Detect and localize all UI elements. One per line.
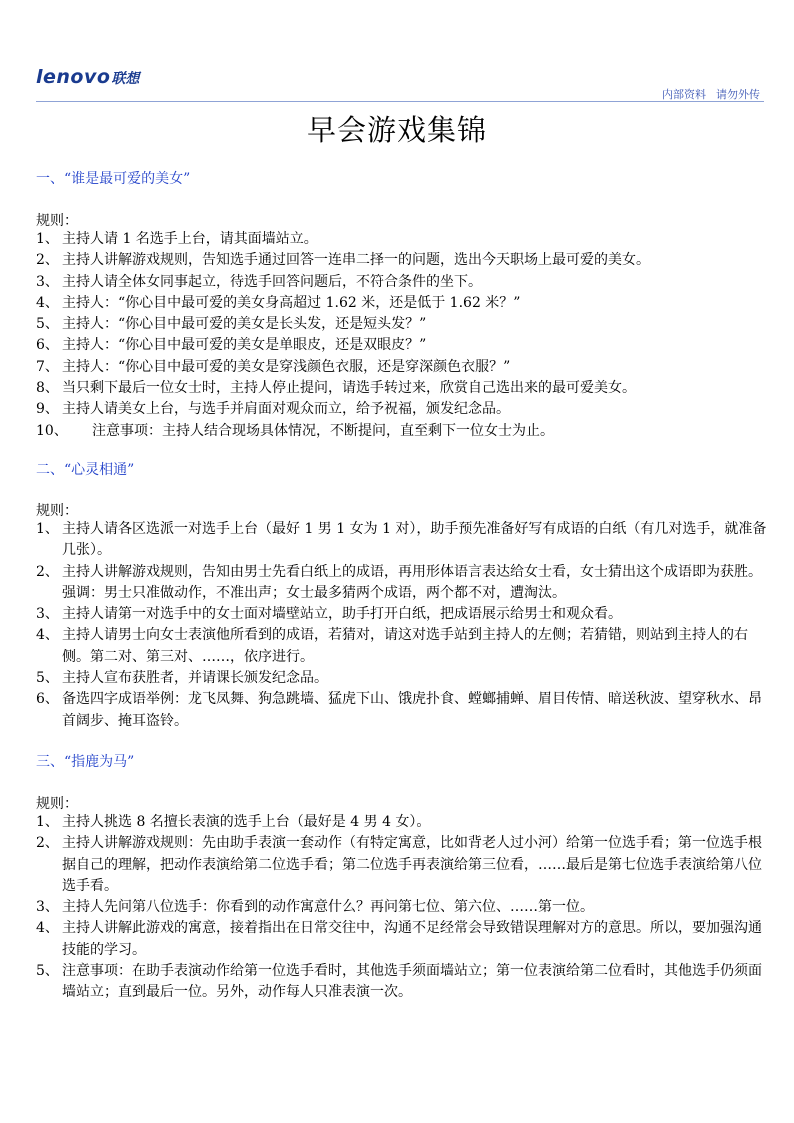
- item-number: 6、: [36, 691, 59, 708]
- section-2-rules-list: [36, 519, 772, 732]
- item-text: 主持人先问第八位选手：你看到的动作寓意什么？再问第七位、第六位、……第一位。: [62, 899, 594, 916]
- item-text: 主持人请第一对选手中的女士面对墙壁站立，助手打开白纸，把成语展示给男士和观众看。: [62, 606, 622, 623]
- section-3-rules-label: 规则：: [36, 796, 78, 812]
- page-title: 早会游戏集锦: [306, 113, 487, 147]
- item-number: 9、: [36, 401, 59, 418]
- item-text: 主持人讲解游戏规则：先由助手表演一套动作（有特定寓意，比如背老人过小河）给第一位选手看；第一位选手根据自己的理解，把动作表演给第二位选手看；第二位选手再表演给第三位看，……最后是第七位选手表演给第八位选手看。: [62, 835, 762, 894]
- section-1-rules-list: [36, 229, 772, 442]
- item-number: 5、: [36, 316, 59, 333]
- list-item: [36, 812, 772, 833]
- item-number: 4、: [36, 294, 59, 311]
- list-item: [36, 604, 772, 625]
- list-item: [36, 272, 772, 293]
- item-number: 1、: [36, 231, 59, 247]
- item-text: 主持人：“你心目中最可爱的美女身高超过 1.62 米，还是低于 1.62 米？”: [62, 294, 521, 311]
- section-3-rules-list: [36, 812, 772, 1004]
- item-number: 1、: [36, 814, 59, 830]
- item-text: 备选四字成语举例：龙飞凤舞、狗急跳墙、猛虎下山、饿虎扑食、螳螂捕蝉、眉目传情、暗送秋波、望穿秋水、昂首阔步、掩耳盗铃。: [62, 691, 762, 729]
- item-text: 主持人讲解游戏规则，告知由男士先看白纸上的成语，再用形体语言表达给女士看，女士猜出这个成语即为获胜。强调：男士只准做动作，不准出声；女士最多猜两个成语，两个都不对，遭淘汰。: [62, 563, 762, 601]
- item-text: 注意事项：主持人结合现场具体情况，不断提问，直至剩下一位女士为止。: [92, 422, 554, 439]
- section-1-heading: 一、“谁是最可爱的美女”: [36, 171, 191, 187]
- item-number: 8、: [36, 380, 59, 397]
- list-item: [36, 562, 772, 605]
- list-item: [36, 668, 772, 689]
- item-text: 注意事项：在助手表演动作给第一位选手看时，其他选手须面墙站立；第一位表演给第二位看时，其他选手仍须面墙站立；直到最后一位。另外，动作每人只准表演一次。: [62, 963, 762, 1001]
- confidential-label-2: 请勿外传: [716, 88, 760, 101]
- item-number: 1、: [36, 521, 59, 537]
- item-number: 4、: [36, 627, 59, 644]
- item-text: 主持人挑选 8 名擅长表演的选手上台（最好是 4 男 4 女）。: [62, 814, 431, 830]
- list-item: [36, 229, 772, 250]
- section-1-rules-label: 规则：: [36, 213, 78, 229]
- section-3-heading: 三、“指鹿为马”: [36, 754, 135, 770]
- list-item: [36, 833, 772, 897]
- list-item: [36, 421, 772, 442]
- item-number: 5、: [36, 963, 59, 980]
- item-text: 主持人宣布获胜者，并请课长颁发纪念品。: [62, 670, 328, 687]
- list-item: [36, 625, 772, 668]
- item-text: 主持人请各区选派一对选手上台（最好 1 男 1 女为 1 对），助手预先准备好写有成语的白纸（有几对选手，就准备几张）。: [62, 521, 767, 559]
- item-number: 5、: [36, 670, 59, 687]
- page-header: [36, 66, 764, 102]
- item-text: 主持人讲解此游戏的寓意，接着指出在日常交往中，沟通不足经常会导致错误理解对方的意思。所以，要加强沟通技能的学习。: [62, 920, 762, 958]
- item-text: 主持人请美女上台，与选手并肩面对观众而立，给予祝福，颁发纪念品。: [62, 401, 510, 418]
- list-item: [36, 399, 772, 420]
- item-text: 主持人：“你心目中最可爱的美女是穿浅颜色衣服，还是穿深颜色衣服？”: [62, 358, 511, 375]
- list-item: [36, 357, 772, 378]
- list-item: [36, 897, 772, 918]
- section-2-heading: 二、“心灵相通”: [36, 462, 135, 478]
- item-text: 主持人请 1 名选手上台，请其面墙站立。: [62, 231, 318, 247]
- item-number: 3、: [36, 899, 59, 916]
- list-item: [36, 918, 772, 961]
- item-text: 主持人请全体女同事起立，待选手回答问题后，不符合条件的坐下。: [62, 273, 482, 290]
- section-2-rules-label: 规则：: [36, 503, 78, 519]
- list-item: [36, 335, 772, 356]
- item-number: 10、: [36, 422, 68, 439]
- item-number: 7、: [36, 358, 59, 375]
- header-divider: [36, 101, 764, 102]
- item-number: 2、: [36, 835, 59, 852]
- item-text: 主持人：“你心目中最可爱的美女是单眼皮，还是双眼皮？”: [62, 337, 427, 354]
- item-number: 3、: [36, 273, 59, 290]
- logo-text-cn: 联想: [111, 71, 140, 87]
- item-number: 2、: [36, 252, 59, 269]
- confidential-notice: [662, 86, 760, 102]
- item-number: 3、: [36, 606, 59, 623]
- list-item: [36, 961, 772, 1004]
- item-text: 主持人：“你心目中最可爱的美女是长头发，还是短头发？”: [62, 316, 427, 333]
- confidential-label-1: 内部资料: [662, 88, 706, 101]
- list-item: [36, 378, 772, 399]
- item-text: 当只剩下最后一位女士时，主持人停止提问，请选手转过来，欣赏自己选出来的最可爱美女。: [62, 380, 636, 397]
- item-number: 4、: [36, 920, 59, 937]
- list-item: [36, 293, 772, 314]
- list-item: [36, 314, 772, 335]
- lenovo-logo: [36, 66, 139, 88]
- list-item: [36, 689, 772, 732]
- item-number: 6、: [36, 337, 59, 354]
- list-item: [36, 519, 772, 562]
- item-number: 2、: [36, 563, 59, 580]
- item-text: 主持人讲解游戏规则，告知选手通过回答一连串二择一的问题，选出今天职场上最可爱的美女。: [62, 252, 650, 269]
- item-text: 主持人请男士向女士表演他所看到的成语，若猜对，请这对选手站到主持人的左侧；若猜错，则站到主持人的右侧。第二对、第三对、……，依序进行。: [62, 627, 748, 665]
- logo-text-en: lenovo: [36, 66, 111, 88]
- list-item: [36, 250, 772, 271]
